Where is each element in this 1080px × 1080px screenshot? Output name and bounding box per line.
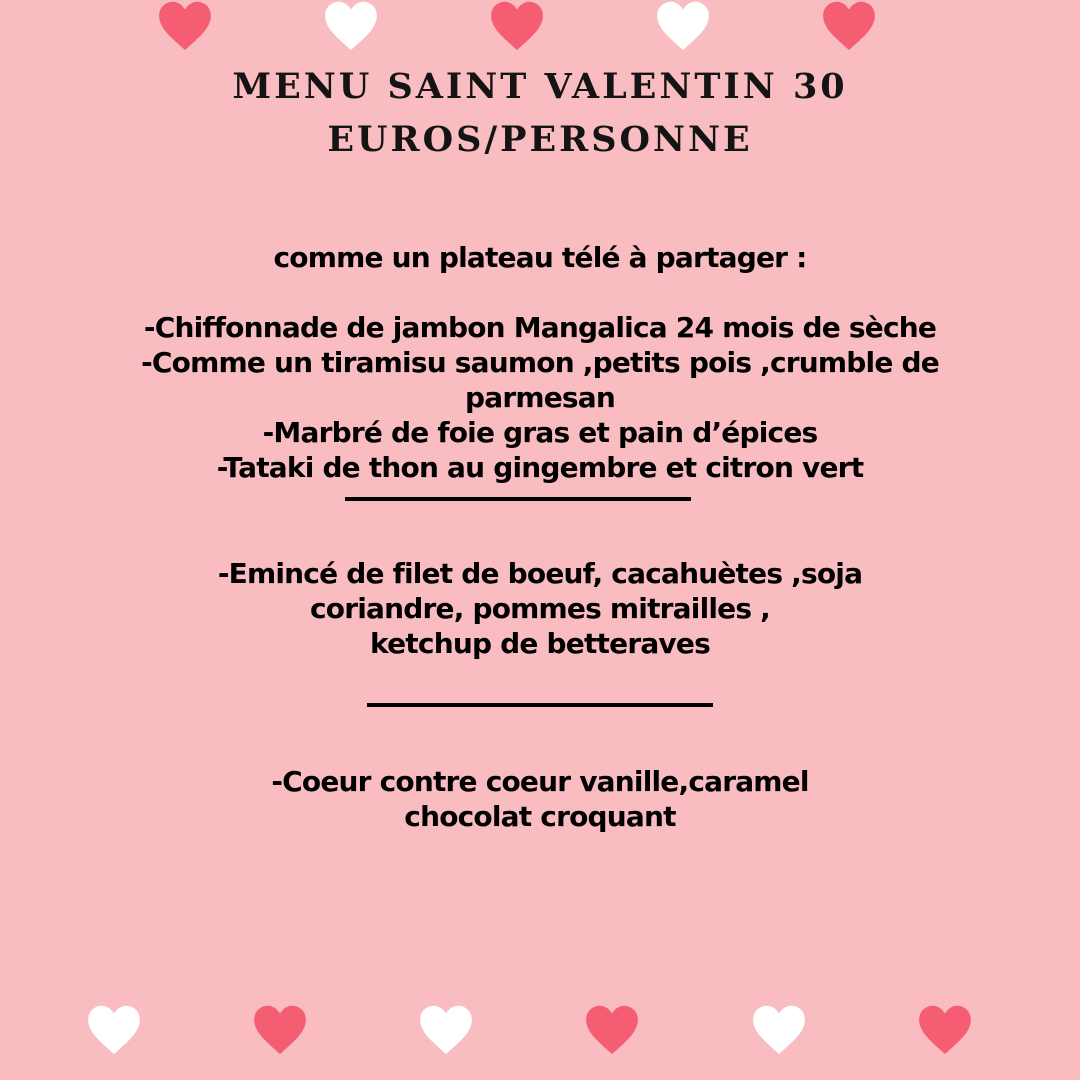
heart-icon [157, 0, 213, 50]
heart-icon [917, 1004, 973, 1054]
menu-item: parmesan [464, 381, 615, 414]
menu-item: -Emincé de filet de boeuf, cacahuètes ,soja [217, 557, 863, 590]
menu-item: -Marbré de foie gras et pain d’épices [262, 416, 818, 449]
menu-item: -Tataki de thon au gingembre et citron vert [216, 451, 864, 484]
menu-item: chocolat croquant [404, 800, 676, 833]
heart-icon [584, 1004, 640, 1054]
dessert-section [0, 764, 1080, 834]
heart-icon [821, 0, 877, 50]
menu-item: ketchup de betteraves [370, 627, 710, 660]
title-line-1: MENU SAINT VALENTIN 30 [232, 66, 848, 107]
heart-icon [86, 1004, 142, 1054]
intro-text: comme un plateau télé à partager : [273, 241, 807, 274]
heart-icon [489, 0, 545, 50]
heart-icon [252, 1004, 308, 1054]
heart-icon [655, 0, 711, 50]
main-course-section [0, 556, 1080, 661]
menu-item: -Comme un tiramisu saumon ,petits pois ,crumble de [141, 346, 939, 379]
menu-item: coriandre, pommes mitrailles , [309, 592, 771, 625]
heart-icon [418, 1004, 474, 1054]
title-line-2: EUROS/PERSONNE [327, 119, 753, 160]
page-title [0, 60, 1080, 166]
heart-icon [751, 1004, 807, 1054]
menu-intro [0, 240, 1080, 275]
section-divider [345, 497, 691, 501]
starters-section [0, 310, 1080, 485]
menu-item: -Coeur contre coeur vanille,caramel [271, 765, 809, 798]
section-divider [367, 703, 713, 707]
menu-item: -Chiffonnade de jambon Mangalica 24 mois de sèche [143, 311, 937, 344]
heart-icon [323, 0, 379, 50]
